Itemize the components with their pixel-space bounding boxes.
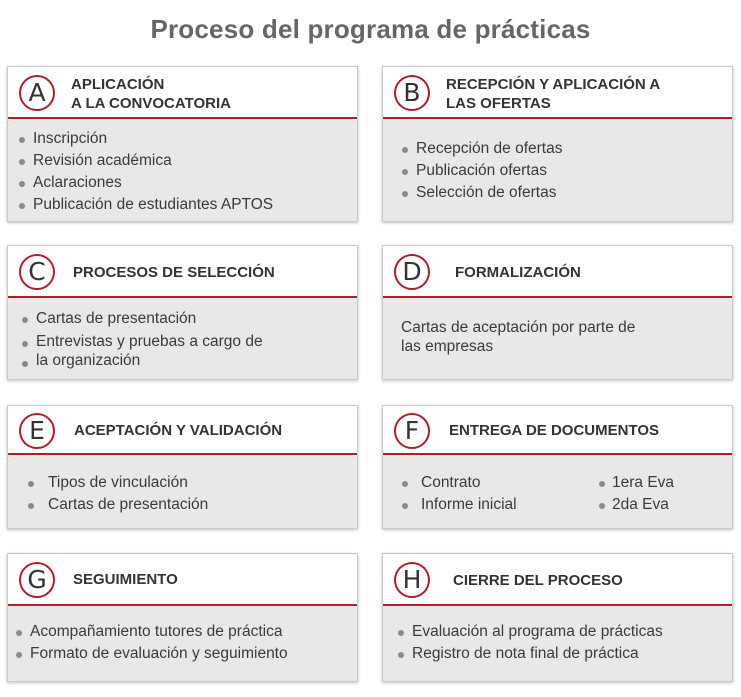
- list-item: Entrevistas y pruebas a cargo de: [22, 332, 357, 352]
- step-b-badge: B: [394, 75, 430, 111]
- list-item: Tipos de vinculación: [28, 472, 357, 494]
- step-d-header: [383, 246, 732, 298]
- list-item: 1era Eva: [599, 472, 674, 494]
- list-item: Formato de evaluación y seguimiento: [16, 643, 357, 665]
- list-item: 2da Eva: [599, 494, 674, 516]
- step-b-header: [383, 67, 732, 119]
- step-c-list: [8, 298, 357, 370]
- step-b-card: [382, 66, 733, 222]
- step-e-badge: E: [19, 413, 55, 449]
- list-item: Evaluación al programa de prácticas: [398, 621, 732, 643]
- step-g-card: [7, 553, 358, 682]
- step-a-badge: A: [19, 75, 55, 111]
- list-item-continuation: la organización: [22, 352, 357, 370]
- list-item: Revisión académica: [19, 150, 357, 172]
- step-f-title: ENTREGA DE DOCUMENTOS: [449, 422, 660, 439]
- step-d-badge: D: [394, 254, 430, 290]
- step-f-badge: F: [394, 413, 430, 449]
- list-item: Inscripción: [19, 128, 357, 150]
- step-g-list: [8, 606, 357, 665]
- step-b-list: [383, 119, 732, 204]
- list-item: Acompañamiento tutores de práctica: [16, 621, 357, 643]
- list-item: Selección de ofertas: [402, 182, 732, 204]
- list-item: Aclaraciones: [19, 172, 357, 194]
- step-d-title: FORMALIZACIÓN: [455, 264, 581, 281]
- step-h-card: [382, 553, 733, 682]
- list-item: Recepción de ofertas: [402, 138, 732, 160]
- list-item: Informe inicial: [402, 494, 599, 516]
- list-item: Cartas de presentación: [22, 308, 357, 330]
- list-item: Cartas de presentación: [28, 494, 357, 516]
- step-e-list: [8, 455, 357, 516]
- step-f-header: [383, 406, 732, 455]
- step-g-badge: G: [19, 562, 55, 598]
- list-item: Registro de nota final de práctica: [398, 643, 732, 665]
- list-item: Publicación ofertas: [402, 160, 732, 182]
- step-f-card: [382, 405, 733, 529]
- step-c-badge: C: [19, 254, 55, 290]
- step-h-title: CIERRE DEL PROCESO: [453, 572, 623, 589]
- step-d-text: Cartas de aceptación por parte de las empresas: [401, 319, 636, 355]
- step-g-title: SEGUIMIENTO: [73, 571, 178, 588]
- step-c-card: [7, 245, 358, 380]
- step-f-lists: [383, 455, 732, 516]
- list-item: Publicación de estudiantes APTOS: [19, 194, 357, 216]
- step-a-list: [8, 119, 357, 216]
- page-title: Proceso del programa de prácticas: [150, 14, 591, 44]
- step-e-header: [8, 406, 357, 455]
- step-g-header: [8, 554, 357, 606]
- step-b-title: RECEPCIÓN Y APLICACIÓN A LAS OFERTAS: [446, 76, 661, 112]
- list-item: Contrato: [402, 472, 599, 494]
- step-d-card: [382, 245, 733, 380]
- step-c-header: [8, 246, 357, 298]
- step-e-card: [7, 405, 358, 529]
- step-a-card: [7, 66, 358, 222]
- step-f-list-left: [402, 472, 599, 516]
- step-h-badge: H: [394, 562, 430, 598]
- step-h-list: [383, 606, 732, 665]
- step-e-title: ACEPTACIÓN Y VALIDACIÓN: [74, 422, 283, 439]
- step-a-header: [8, 67, 357, 119]
- step-c-title: PROCESOS DE SELECCIÓN: [73, 264, 275, 281]
- step-a-title: APLICACIÓN A LA CONVOCATORIA: [71, 76, 231, 112]
- step-f-list-right: [599, 472, 674, 516]
- step-h-header: [383, 554, 732, 606]
